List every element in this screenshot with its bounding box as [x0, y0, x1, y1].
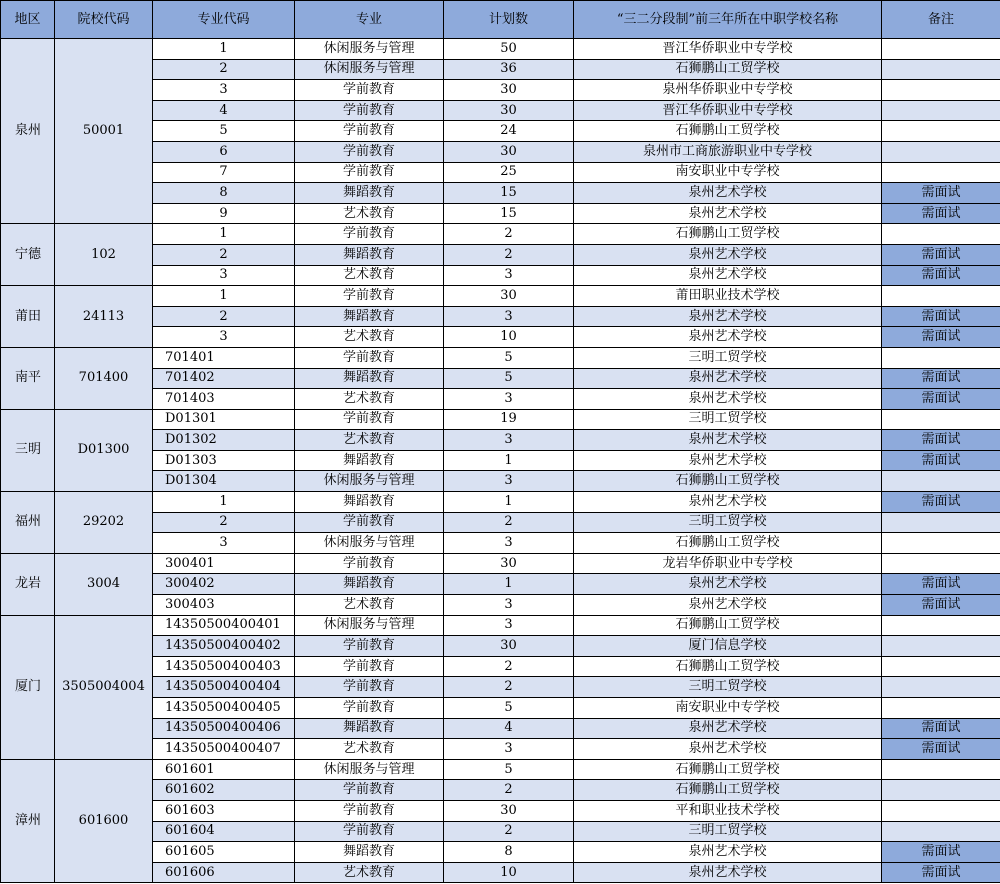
plan-count-cell: 30	[444, 286, 574, 307]
table-row	[1, 39, 1000, 60]
major-cell: 舞蹈教育	[295, 718, 444, 739]
vocational-school-cell: 泉州艺术学校	[574, 739, 882, 760]
vocational-school-cell: 泉州华侨职业中专学校	[574, 80, 882, 101]
major-cell: 舞蹈教育	[295, 306, 444, 327]
note-cell: 需面试	[882, 450, 1000, 471]
major-cell: 休闲服务与管理	[295, 533, 444, 554]
vocational-school-cell: 泉州艺术学校	[574, 718, 882, 739]
plan-count-cell: 15	[444, 203, 574, 224]
plan-count-cell: 30	[444, 141, 574, 162]
note-cell	[882, 59, 1000, 80]
table-row	[1, 759, 1000, 780]
major-cell: 休闲服务与管理	[295, 39, 444, 60]
note-cell: 需面试	[882, 203, 1000, 224]
plan-count-cell: 30	[444, 100, 574, 121]
region-cell: 三明	[1, 409, 55, 491]
table-row	[1, 409, 1000, 430]
plan-count-cell: 1	[444, 450, 574, 471]
major-code-cell: 701403	[153, 389, 295, 410]
plan-count-cell: 2	[444, 244, 574, 265]
note-cell	[882, 286, 1000, 307]
plan-count-cell: 30	[444, 800, 574, 821]
major-code-cell: 14350500400406	[153, 718, 295, 739]
major-cell: 艺术教育	[295, 862, 444, 883]
note-cell	[882, 100, 1000, 121]
note-cell	[882, 471, 1000, 492]
header-major-code: 专业代码	[153, 1, 295, 39]
note-cell: 需面试	[882, 574, 1000, 595]
school-code-cell: 24113	[55, 286, 153, 348]
major-code-cell: 1	[153, 492, 295, 513]
region-cell: 龙岩	[1, 553, 55, 615]
vocational-school-cell: 泉州艺术学校	[574, 842, 882, 863]
vocational-school-cell: 三明工贸学校	[574, 409, 882, 430]
note-cell: 需面试	[882, 595, 1000, 616]
vocational-school-cell: 三明工贸学校	[574, 677, 882, 698]
note-cell: 需面试	[882, 306, 1000, 327]
vocational-school-cell: 晋江华侨职业中专学校	[574, 100, 882, 121]
vocational-school-cell: 平和职业技术学校	[574, 800, 882, 821]
vocational-school-cell: 石狮鹏山工贸学校	[574, 759, 882, 780]
major-cell: 学前教育	[295, 698, 444, 719]
vocational-school-cell: 泉州艺术学校	[574, 306, 882, 327]
major-code-cell: 4	[153, 100, 295, 121]
major-cell: 艺术教育	[295, 203, 444, 224]
vocational-school-cell: 泉州艺术学校	[574, 492, 882, 513]
vocational-school-cell: 泉州艺术学校	[574, 450, 882, 471]
note-cell: 需面试	[882, 862, 1000, 883]
major-code-cell: 601604	[153, 821, 295, 842]
major-code-cell: 14350500400401	[153, 615, 295, 636]
school-code-cell: 601600	[55, 759, 153, 883]
region-cell: 南平	[1, 347, 55, 409]
note-cell	[882, 80, 1000, 101]
major-cell: 学前教育	[295, 347, 444, 368]
header-region: 地区	[1, 1, 55, 39]
note-cell: 需面试	[882, 183, 1000, 204]
major-code-cell: 1	[153, 39, 295, 60]
note-cell	[882, 121, 1000, 142]
major-code-cell: 9	[153, 203, 295, 224]
major-cell: 学前教育	[295, 821, 444, 842]
major-code-cell: 14350500400404	[153, 677, 295, 698]
header-row	[1, 1, 1000, 39]
region-cell: 厦门	[1, 615, 55, 759]
major-cell: 舞蹈教育	[295, 368, 444, 389]
note-cell: 需面试	[882, 265, 1000, 286]
note-cell: 需面试	[882, 244, 1000, 265]
major-cell: 艺术教育	[295, 595, 444, 616]
plan-count-cell: 8	[444, 842, 574, 863]
major-code-cell: 3	[153, 533, 295, 554]
table-row	[1, 492, 1000, 513]
note-cell	[882, 224, 1000, 245]
major-code-cell: 300402	[153, 574, 295, 595]
vocational-school-cell: 泉州市工商旅游职业中专学校	[574, 141, 882, 162]
plan-count-cell: 3	[444, 265, 574, 286]
school-code-cell: 3004	[55, 553, 153, 615]
plan-count-cell: 2	[444, 224, 574, 245]
major-code-cell: 300403	[153, 595, 295, 616]
region-cell: 莆田	[1, 286, 55, 348]
plan-count-cell: 36	[444, 59, 574, 80]
major-code-cell: 601605	[153, 842, 295, 863]
major-code-cell: 701401	[153, 347, 295, 368]
plan-count-cell: 2	[444, 821, 574, 842]
vocational-school-cell: 石狮鹏山工贸学校	[574, 780, 882, 801]
note-cell: 需面试	[882, 739, 1000, 760]
major-cell: 舞蹈教育	[295, 244, 444, 265]
major-code-cell: 3	[153, 265, 295, 286]
vocational-school-cell: 泉州艺术学校	[574, 862, 882, 883]
plan-count-cell: 50	[444, 39, 574, 60]
major-cell: 舞蹈教育	[295, 183, 444, 204]
region-cell: 福州	[1, 492, 55, 554]
major-cell: 舞蹈教育	[295, 574, 444, 595]
plan-count-cell: 3	[444, 306, 574, 327]
plan-count-cell: 24	[444, 121, 574, 142]
table-row	[1, 553, 1000, 574]
note-cell: 需面试	[882, 492, 1000, 513]
note-cell: 需面试	[882, 368, 1000, 389]
major-code-cell: 2	[153, 244, 295, 265]
plan-count-cell: 5	[444, 368, 574, 389]
vocational-school-cell: 泉州艺术学校	[574, 265, 882, 286]
major-code-cell: 1	[153, 224, 295, 245]
major-code-cell: 5	[153, 121, 295, 142]
vocational-school-cell: 泉州艺术学校	[574, 595, 882, 616]
vocational-school-cell: 石狮鹏山工贸学校	[574, 656, 882, 677]
note-cell	[882, 512, 1000, 533]
major-code-cell: 14350500400403	[153, 656, 295, 677]
major-cell: 舞蹈教育	[295, 842, 444, 863]
table-row	[1, 347, 1000, 368]
major-cell: 休闲服务与管理	[295, 759, 444, 780]
note-cell	[882, 698, 1000, 719]
major-cell: 学前教育	[295, 121, 444, 142]
major-code-cell: 8	[153, 183, 295, 204]
note-cell	[882, 759, 1000, 780]
major-cell: 学前教育	[295, 636, 444, 657]
major-cell: 学前教育	[295, 224, 444, 245]
major-code-cell: 2	[153, 306, 295, 327]
major-cell: 学前教育	[295, 162, 444, 183]
table-row	[1, 615, 1000, 636]
major-code-cell: 601606	[153, 862, 295, 883]
vocational-school-cell: 泉州艺术学校	[574, 183, 882, 204]
note-cell	[882, 553, 1000, 574]
plan-count-cell: 2	[444, 677, 574, 698]
plan-count-cell: 30	[444, 553, 574, 574]
major-cell: 学前教育	[295, 677, 444, 698]
note-cell	[882, 533, 1000, 554]
note-cell: 需面试	[882, 327, 1000, 348]
major-code-cell: D01302	[153, 430, 295, 451]
note-cell	[882, 636, 1000, 657]
note-cell	[882, 800, 1000, 821]
major-cell: 学前教育	[295, 100, 444, 121]
vocational-school-cell: 泉州艺术学校	[574, 574, 882, 595]
plan-count-cell: 2	[444, 656, 574, 677]
header-vocational-school: “三二分段制”前三年所在中职学校名称	[574, 1, 882, 39]
major-code-cell: 3	[153, 80, 295, 101]
note-cell: 需面试	[882, 389, 1000, 410]
vocational-school-cell: 三明工贸学校	[574, 821, 882, 842]
major-code-cell: 6	[153, 141, 295, 162]
major-code-cell: 14350500400402	[153, 636, 295, 657]
vocational-school-cell: 泉州艺术学校	[574, 203, 882, 224]
school-code-cell: 102	[55, 224, 153, 286]
major-cell: 学前教育	[295, 656, 444, 677]
table-row	[1, 286, 1000, 307]
major-cell: 艺术教育	[295, 389, 444, 410]
note-cell: 需面试	[882, 842, 1000, 863]
note-cell	[882, 39, 1000, 60]
vocational-school-cell: 三明工贸学校	[574, 347, 882, 368]
plan-count-cell: 3	[444, 615, 574, 636]
region-cell: 泉州	[1, 39, 55, 224]
note-cell: 需面试	[882, 718, 1000, 739]
school-code-cell: 3505004004	[55, 615, 153, 759]
plan-count-cell: 30	[444, 636, 574, 657]
major-code-cell: 14350500400405	[153, 698, 295, 719]
major-code-cell: 601601	[153, 759, 295, 780]
plan-count-cell: 3	[444, 739, 574, 760]
plan-count-cell: 4	[444, 718, 574, 739]
plan-count-cell: 10	[444, 862, 574, 883]
plan-count-cell: 1	[444, 574, 574, 595]
plan-count-cell: 5	[444, 759, 574, 780]
major-code-cell: D01303	[153, 450, 295, 471]
header-plan-count: 计划数	[444, 1, 574, 39]
major-code-cell: 14350500400407	[153, 739, 295, 760]
vocational-school-cell: 石狮鹏山工贸学校	[574, 471, 882, 492]
plan-count-cell: 10	[444, 327, 574, 348]
major-code-cell: 601602	[153, 780, 295, 801]
plan-count-cell: 3	[444, 471, 574, 492]
major-cell: 舞蹈教育	[295, 492, 444, 513]
plan-count-cell: 3	[444, 430, 574, 451]
vocational-school-cell: 泉州艺术学校	[574, 430, 882, 451]
vocational-school-cell: 晋江华侨职业中专学校	[574, 39, 882, 60]
major-cell: 学前教育	[295, 553, 444, 574]
vocational-school-cell: 南安职业中专学校	[574, 162, 882, 183]
vocational-school-cell: 泉州艺术学校	[574, 244, 882, 265]
major-code-cell: D01301	[153, 409, 295, 430]
note-cell	[882, 141, 1000, 162]
vocational-school-cell: 石狮鹏山工贸学校	[574, 121, 882, 142]
school-code-cell: 701400	[55, 347, 153, 409]
plan-count-cell: 19	[444, 409, 574, 430]
vocational-school-cell: 龙岩华侨职业中专学校	[574, 553, 882, 574]
school-code-cell: 29202	[55, 492, 153, 554]
plan-count-cell: 3	[444, 533, 574, 554]
major-code-cell: D01304	[153, 471, 295, 492]
major-cell: 学前教育	[295, 780, 444, 801]
plan-count-cell: 2	[444, 780, 574, 801]
major-code-cell: 601603	[153, 800, 295, 821]
plan-count-cell: 25	[444, 162, 574, 183]
region-cell: 宁德	[1, 224, 55, 286]
major-cell: 休闲服务与管理	[295, 471, 444, 492]
plan-count-cell: 3	[444, 389, 574, 410]
note-cell	[882, 821, 1000, 842]
major-cell: 学前教育	[295, 80, 444, 101]
header-note: 备注	[882, 1, 1000, 39]
vocational-school-cell: 泉州艺术学校	[574, 327, 882, 348]
major-cell: 学前教育	[295, 409, 444, 430]
vocational-school-cell: 厦门信息学校	[574, 636, 882, 657]
major-code-cell: 1	[153, 286, 295, 307]
vocational-school-cell: 三明工贸学校	[574, 512, 882, 533]
vocational-school-cell: 泉州艺术学校	[574, 389, 882, 410]
major-cell: 学前教育	[295, 141, 444, 162]
school-code-cell: 50001	[55, 39, 153, 224]
major-code-cell: 2	[153, 512, 295, 533]
note-cell	[882, 780, 1000, 801]
vocational-school-cell: 莆田职业技术学校	[574, 286, 882, 307]
major-code-cell: 300401	[153, 553, 295, 574]
school-code-cell: D01300	[55, 409, 153, 491]
major-code-cell: 3	[153, 327, 295, 348]
major-cell: 艺术教育	[295, 327, 444, 348]
major-cell: 舞蹈教育	[295, 450, 444, 471]
major-cell: 艺术教育	[295, 430, 444, 451]
major-cell: 艺术教育	[295, 739, 444, 760]
note-cell	[882, 347, 1000, 368]
major-cell: 学前教育	[295, 800, 444, 821]
vocational-school-cell: 南安职业中专学校	[574, 698, 882, 719]
note-cell: 需面试	[882, 430, 1000, 451]
major-code-cell: 701402	[153, 368, 295, 389]
plan-count-cell: 30	[444, 80, 574, 101]
major-cell: 艺术教育	[295, 265, 444, 286]
note-cell	[882, 409, 1000, 430]
note-cell	[882, 162, 1000, 183]
note-cell	[882, 656, 1000, 677]
plan-count-cell: 5	[444, 698, 574, 719]
major-cell: 休闲服务与管理	[295, 615, 444, 636]
major-cell: 休闲服务与管理	[295, 59, 444, 80]
region-cell: 漳州	[1, 759, 55, 883]
header-school-code: 院校代码	[55, 1, 153, 39]
plan-count-cell: 15	[444, 183, 574, 204]
vocational-school-cell: 石狮鹏山工贸学校	[574, 533, 882, 554]
plan-count-cell: 3	[444, 595, 574, 616]
plan-count-cell: 5	[444, 347, 574, 368]
note-cell	[882, 615, 1000, 636]
plan-count-cell: 2	[444, 512, 574, 533]
table-body	[1, 39, 1000, 883]
vocational-school-cell: 石狮鹏山工贸学校	[574, 59, 882, 80]
table-row	[1, 224, 1000, 245]
major-code-cell: 7	[153, 162, 295, 183]
major-cell: 学前教育	[295, 512, 444, 533]
header-major: 专业	[295, 1, 444, 39]
note-cell	[882, 677, 1000, 698]
vocational-school-cell: 泉州艺术学校	[574, 368, 882, 389]
major-code-cell: 2	[153, 59, 295, 80]
major-cell: 学前教育	[295, 286, 444, 307]
vocational-school-cell: 石狮鹏山工贸学校	[574, 615, 882, 636]
plan-count-cell: 1	[444, 492, 574, 513]
vocational-school-cell: 石狮鹏山工贸学校	[574, 224, 882, 245]
